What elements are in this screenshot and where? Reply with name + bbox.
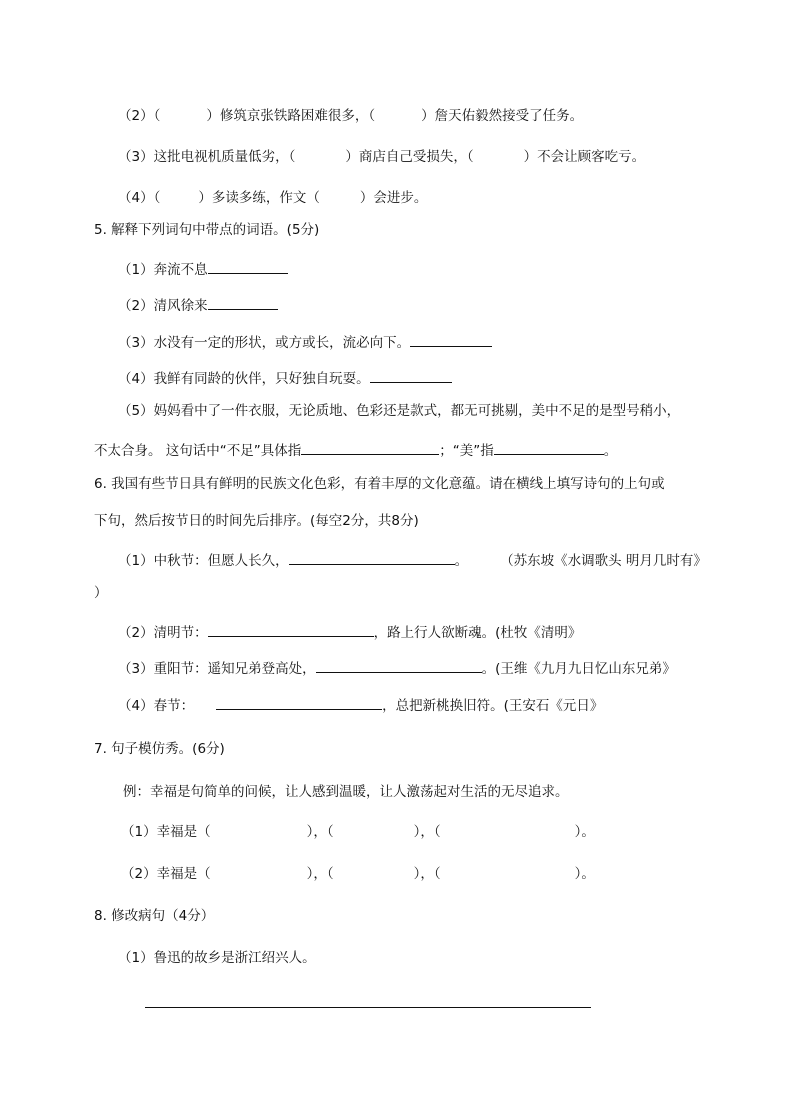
q5-item-4 [118,369,452,387]
q4-item-3-part-b: ）商店自己受损失，（ [345,149,474,165]
q5-item-1-text: （1）奔流不息 [118,262,208,278]
q8-item-1: （1）鲁迅的故乡是浙江绍兴人。 [118,950,316,966]
answer-line[interactable] [289,551,455,565]
answer-line[interactable] [145,1007,591,1008]
q6-item-2 [118,623,581,641]
q6-item-1 [118,551,707,569]
q7-item-1-sep: ），（ [306,824,334,840]
q7-item-2 [121,868,595,882]
q7-title: 7. 句子模仿秀。(6分) [94,741,225,757]
q7-item-2-number: （2） [121,866,157,882]
q7-example: 例：幸福是句简单的问候，让人感到温暖，让人激荡起对生活的无尽追求。 [123,784,569,800]
q4-item-4-part-c: ）会进步。 [359,190,428,206]
q4-item-3-part-c: ）不会让顾客吃亏。 [523,149,646,165]
answer-line[interactable] [370,369,452,383]
q6-item-3-text-b: 。(王维《九月九日忆山东兄弟》 [481,661,676,677]
q5-item-5-line-2 [94,441,617,459]
q5-item-1 [118,260,288,278]
q7-item-2-sep: ），（ [306,866,334,882]
q5-item-5-line-1: （5）妈妈看中了一件衣服，无论质地、色彩还是款式，都无可挑剔，美中不足的是型号稍小， [118,403,681,419]
q6-item-4 [118,696,603,714]
answer-line[interactable] [316,659,482,673]
q5-item-3 [118,333,492,351]
q5-item-2-text: （2）清风徐来 [118,298,208,314]
q6-item-2-text-a: （2）清明节： [118,625,208,641]
q7-item-2-sep: ），（ [413,866,441,882]
q8-title: 8. 修改病句（4分） [94,908,215,924]
q4-item-2 [118,110,583,124]
answer-line[interactable] [216,696,382,710]
answer-line[interactable] [301,441,439,455]
q6-item-1-wrap: ） [94,585,108,601]
q5-item-5-text-a: 不太合身。 这句话中“不足”具体指 [94,443,302,459]
q5-item-5-text-b: ；“美”指 [439,443,494,459]
q6-item-1-text-a: （1）中秋节：但愿人长久， [118,553,289,569]
q7-item-1-number: （1） [121,824,157,840]
q4-item-4 [118,192,427,206]
q6-item-4-text-b: ，总把新桃换旧符。(王安石《元日》 [382,698,604,714]
q7-item-2-lead: 幸福是（ [156,866,211,882]
q4-item-4-part-b: ）多读多练，作文（ [198,190,320,206]
q6-item-2-text-b: ，路上行人欲断魂。(杜牧《清明》 [373,625,582,641]
q7-item-1-lead: 幸福是（ [156,824,211,840]
q5-item-5-text-c: 。 [603,443,618,459]
q6-title-line-2: 下句，然后按节日的时间先后排序。(每空2分，共8分) [94,513,419,529]
q4-item-2-part-b: ）修筑京张铁路困难很多，（ [206,108,376,124]
q6-item-4-text-a: （4）春节： [118,698,195,714]
answer-line[interactable] [208,296,278,310]
q6-item-3-text-a: （3）重阳节：遥知兄弟登高处， [118,661,316,677]
q6-item-1-source: （苏东坡《水调歌头 明月几时有》 [500,553,707,569]
q5-item-4-text: （4）我鲜有同龄的伙伴，只好独自玩耍。 [118,371,370,387]
q4-item-3-part-a: （3）这批电视机质量低劣，（ [118,149,296,165]
q4-item-2-part-a: （2）（ [118,108,161,124]
answer-line[interactable] [410,333,492,347]
q5-title: 5. 解释下列词句中带点的词语。(5分) [94,222,320,238]
q7-item-1-end: ）。 [574,824,595,840]
q6-item-1-text-b: 。 [454,553,469,569]
answer-line[interactable] [208,623,374,637]
q5-item-2 [118,296,278,314]
q6-item-3 [118,659,676,677]
answer-line[interactable] [494,441,604,455]
q7-item-1 [121,826,595,840]
q4-item-3 [118,151,645,165]
q4-item-2-part-c: ）詹天佑毅然接受了任务。 [421,108,584,124]
answer-line[interactable] [208,260,288,274]
q6-title-line-1: 6. 我国有些节日具有鲜明的民族文化色彩，有着丰厚的文化意蕴。请在横线上填写诗句的上句或 [94,476,665,492]
q4-item-4-part-a: （4）（ [118,190,161,206]
q5-item-3-text: （3）水没有一定的形状，或方或长，流必向下。 [118,335,411,351]
q7-item-1-sep: ），（ [413,824,441,840]
q7-item-2-end: ）。 [574,866,595,882]
